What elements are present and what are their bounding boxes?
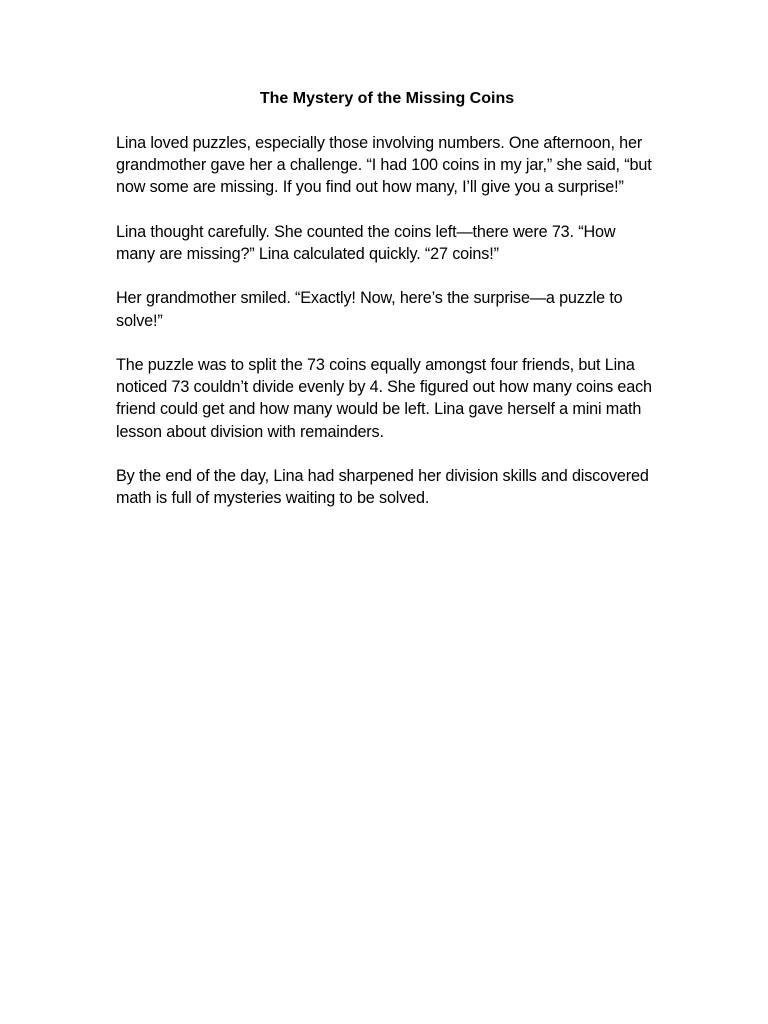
paragraph-1: Lina loved puzzles, especially those involving numbers. One afternoon, her grandmother gave her a challenge. “I had 100 coins in my jar,” she said, “but now some are missing. If you find out how many, I’ll give you a surprise!” xyxy=(116,134,652,197)
paragraph-4: The puzzle was to split the 73 coins equally amongst four friends, but Lina noticed 73 couldn’t divide evenly by 4. She figured out how many coins each friend could get and how many would be left. Lina gave herself a mini math lesson about division with remainders. xyxy=(116,355,652,441)
document-body xyxy=(116,88,656,532)
paragraph-5: By the end of the day, Lina had sharpened her division skills and discovered math is full of mysteries waiting to be solved. xyxy=(116,466,649,508)
paragraph-2: Lina thought carefully. She counted the coins left—there were 73. “How many are missing?” Lina calculated quickly. “27 coins!” xyxy=(116,222,616,263)
paragraph-3: Her grandmother smiled. “Exactly! Now, here’s the surprise—a puzzle to solve!” xyxy=(116,289,623,330)
document-title: The Mystery of the Missing Coins xyxy=(259,90,515,107)
